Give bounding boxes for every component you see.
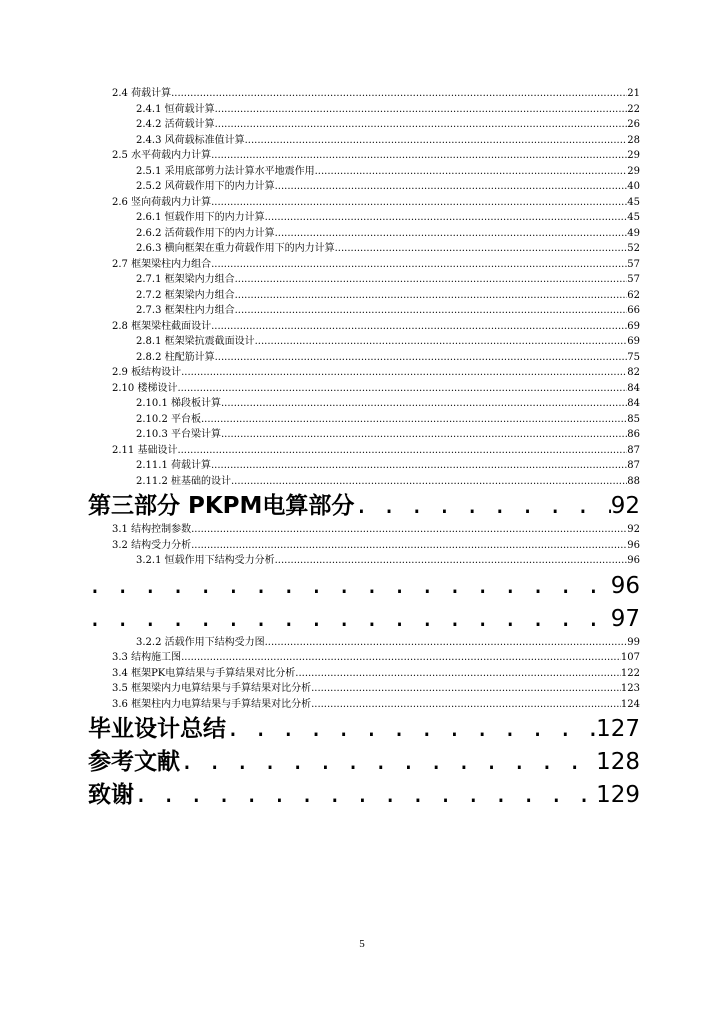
toc-entry[interactable] bbox=[88, 241, 640, 257]
toc-entry-page: 52 bbox=[627, 243, 640, 254]
toc-entry-title: 2.7.1 框架梁内力组合 bbox=[136, 274, 235, 285]
toc-entry-title: 2.10.3 平台梁计算 bbox=[136, 429, 221, 440]
toc-entry-title: 3.4 框架PK电算结果与手算结果对比分析 bbox=[112, 667, 296, 679]
toc-entry-title: 2.5 水平荷载内力计算 bbox=[112, 150, 212, 161]
toc-entry-title: 3.5 框架梁内力电算结果与手算结果对比分析 bbox=[112, 683, 312, 694]
toc-entry-page: 92 bbox=[627, 524, 640, 535]
toc-entry[interactable] bbox=[88, 148, 640, 164]
toc-entry[interactable] bbox=[88, 257, 640, 273]
toc-entry[interactable] bbox=[88, 102, 640, 118]
toc-entry-page: 96 bbox=[627, 555, 640, 566]
dot-leader bbox=[181, 365, 627, 381]
dot-leader bbox=[88, 571, 611, 602]
dot-leader bbox=[235, 303, 628, 319]
toc-entry-page: 75 bbox=[627, 351, 640, 363]
toc-entry[interactable] bbox=[88, 350, 640, 366]
toc-entry[interactable] bbox=[88, 666, 640, 682]
toc-entry-page: 92 bbox=[610, 493, 640, 519]
dot-leader bbox=[211, 458, 627, 474]
toc-entry[interactable] bbox=[88, 195, 640, 211]
dot-leader bbox=[191, 538, 627, 554]
dot-leader bbox=[265, 210, 628, 226]
dot-leader bbox=[311, 697, 621, 713]
toc-entry-page: 96 bbox=[627, 539, 640, 551]
toc-entry-title: 2.8.2 柱配筋计算 bbox=[136, 351, 215, 363]
toc-entry-page: 84 bbox=[627, 398, 640, 409]
toc-entry-title: 致谢 bbox=[88, 782, 134, 808]
dot-leader bbox=[315, 164, 628, 180]
dot-leader bbox=[211, 195, 627, 211]
toc-entry-page: 82 bbox=[627, 367, 640, 378]
toc-entry[interactable] bbox=[88, 164, 640, 180]
dot-leader bbox=[215, 117, 628, 133]
dot-leader bbox=[171, 86, 627, 102]
dot-leader bbox=[235, 272, 628, 288]
toc-entry-title: 2.4.3 风荷载标准值计算 bbox=[136, 134, 245, 146]
toc-entry[interactable] bbox=[88, 319, 640, 335]
toc-entry-page: 26 bbox=[627, 119, 640, 130]
toc-entry-title: 2.10 楼梯设计 bbox=[112, 382, 178, 394]
dot-leader bbox=[265, 635, 628, 651]
toc-entry[interactable] bbox=[88, 272, 640, 288]
dot-leader bbox=[235, 288, 628, 304]
dot-leader bbox=[211, 319, 627, 335]
toc-entry-title: 2.4.2 活荷载计算 bbox=[136, 119, 215, 130]
dot-leader bbox=[275, 553, 628, 569]
dot-leader bbox=[201, 412, 627, 428]
toc-entry[interactable] bbox=[88, 635, 640, 651]
toc-entry[interactable] bbox=[88, 427, 640, 443]
dot-leader bbox=[215, 350, 628, 366]
toc-entry-page: 85 bbox=[627, 413, 640, 425]
toc-entry-page: 69 bbox=[627, 320, 640, 332]
toc-entry[interactable] bbox=[88, 458, 640, 474]
toc-entry[interactable] bbox=[88, 381, 640, 397]
dot-leader bbox=[221, 427, 627, 443]
toc-entry-title: 2.7 框架梁柱内力组合 bbox=[112, 258, 212, 270]
toc-entry-page: 127 bbox=[596, 716, 640, 742]
toc-entry-title: 2.7.2 框架梁内力组合 bbox=[136, 289, 235, 301]
toc-entry[interactable] bbox=[88, 117, 640, 133]
table-of-contents bbox=[88, 86, 640, 811]
toc-entry-page: 129 bbox=[596, 782, 640, 808]
dot-leader bbox=[245, 133, 628, 149]
toc-entry-page: 45 bbox=[627, 212, 640, 223]
toc-entry[interactable] bbox=[88, 538, 640, 554]
toc-entry-page: 84 bbox=[627, 382, 640, 394]
toc-entry-page: 88 bbox=[627, 475, 640, 487]
toc-entry-title: 2.6.1 恒载作用下的内力计算 bbox=[136, 212, 265, 223]
toc-entry-title: 3.2.2 活载作用下结构受力图 bbox=[136, 636, 265, 648]
toc-entry[interactable] bbox=[88, 86, 640, 102]
toc-entry[interactable] bbox=[88, 491, 640, 522]
toc-entry-page: 49 bbox=[627, 227, 640, 239]
toc-entry-title: 2.8.1 框架梁抗震截面设计 bbox=[136, 336, 255, 347]
toc-entry[interactable] bbox=[88, 571, 640, 602]
toc-entry-page: 97 bbox=[610, 605, 640, 632]
toc-entry-page: 62 bbox=[627, 289, 640, 301]
page-number: 5 bbox=[359, 938, 365, 950]
dot-leader bbox=[275, 179, 628, 195]
toc-entry-page: 29 bbox=[627, 150, 640, 161]
toc-entry[interactable] bbox=[88, 604, 640, 635]
toc-entry-title: 3.2 结构受力分析 bbox=[112, 539, 192, 551]
dot-leader bbox=[231, 474, 627, 490]
toc-entry[interactable] bbox=[88, 681, 640, 697]
dot-leader bbox=[221, 396, 627, 412]
toc-entry[interactable] bbox=[88, 334, 640, 350]
toc-entry-page: 69 bbox=[627, 336, 640, 347]
dot-leader bbox=[275, 226, 628, 242]
toc-entry[interactable] bbox=[88, 443, 640, 459]
toc-entry-title: 2.10.2 平台板 bbox=[136, 413, 201, 425]
toc-entry-page: 96 bbox=[610, 572, 640, 599]
toc-entry[interactable] bbox=[88, 226, 640, 242]
dot-leader bbox=[215, 102, 628, 118]
toc-entry[interactable] bbox=[88, 650, 640, 666]
toc-entry[interactable] bbox=[88, 210, 640, 226]
toc-entry-title: 第三部分 PKPM电算部分 bbox=[88, 493, 355, 519]
dot-leader bbox=[354, 491, 610, 522]
toc-entry[interactable] bbox=[88, 365, 640, 381]
toc-entry-page: 87 bbox=[627, 460, 640, 471]
toc-entry-title: 2.7.3 框架柱内力组合 bbox=[136, 305, 235, 316]
toc-entry[interactable] bbox=[88, 303, 640, 319]
dot-leader bbox=[134, 780, 596, 811]
toc-entry-page: 99 bbox=[627, 636, 640, 648]
toc-entry-page: 86 bbox=[627, 429, 640, 440]
toc-entry-title: 3.2.1 恒载作用下结构受力分析 bbox=[136, 555, 275, 566]
dot-leader bbox=[180, 747, 596, 778]
toc-entry-title: 2.4 荷载计算 bbox=[112, 88, 172, 99]
toc-entry-title: 参考文献 bbox=[88, 749, 180, 775]
toc-entry-page: 124 bbox=[620, 698, 640, 710]
toc-entry-title: 2.11 基础设计 bbox=[112, 444, 178, 456]
toc-entry-title: 2.5.1 采用底部剪力法计算水平地震作用 bbox=[136, 165, 315, 177]
toc-entry-page: 57 bbox=[627, 258, 640, 270]
toc-entry[interactable] bbox=[88, 747, 640, 778]
toc-entry-title: 2.11.2 桩基础的设计 bbox=[136, 475, 231, 487]
toc-entry-title: 3.1 结构控制参数 bbox=[112, 524, 192, 535]
dot-leader bbox=[255, 334, 628, 350]
dot-leader bbox=[295, 666, 621, 682]
toc-entry[interactable] bbox=[88, 697, 640, 713]
dot-leader bbox=[226, 714, 596, 745]
toc-entry-title: 2.9 板结构设计 bbox=[112, 367, 182, 378]
toc-entry-page: 21 bbox=[627, 88, 640, 99]
toc-entry[interactable] bbox=[88, 714, 640, 745]
toc-entry-title: 2.6 竖向荷载内力计算 bbox=[112, 196, 212, 208]
dot-leader bbox=[211, 148, 627, 164]
toc-entry-title: 2.10.1 梯段板计算 bbox=[136, 398, 221, 409]
toc-entry-page: 123 bbox=[620, 683, 640, 694]
toc-entry-title: 2.11.1 荷载计算 bbox=[136, 460, 211, 471]
dot-leader bbox=[181, 650, 621, 666]
toc-entry-title: 2.4.1 恒荷载计算 bbox=[136, 103, 215, 115]
dot-leader bbox=[88, 604, 611, 635]
toc-entry-title: 3.6 框架柱内力电算结果与手算结果对比分析 bbox=[112, 698, 312, 710]
toc-entry[interactable] bbox=[88, 553, 640, 569]
toc-entry-page: 107 bbox=[620, 652, 640, 663]
toc-entry-page: 66 bbox=[627, 305, 640, 316]
toc-entry[interactable] bbox=[88, 780, 640, 811]
toc-entry-page: 28 bbox=[627, 134, 640, 146]
dot-leader bbox=[211, 257, 627, 273]
toc-entry[interactable] bbox=[88, 522, 640, 538]
dot-leader bbox=[311, 681, 621, 697]
toc-entry[interactable] bbox=[88, 133, 640, 149]
dot-leader bbox=[191, 522, 627, 538]
toc-entry-page: 87 bbox=[627, 444, 640, 456]
toc-entry-page: 45 bbox=[627, 196, 640, 208]
toc-entry[interactable] bbox=[88, 474, 640, 490]
toc-entry-title: 2.8 框架梁柱截面设计 bbox=[112, 320, 212, 332]
dot-leader bbox=[177, 381, 627, 397]
dot-leader bbox=[177, 443, 627, 459]
toc-entry-page: 128 bbox=[596, 749, 640, 775]
toc-entry-page: 22 bbox=[627, 103, 640, 115]
toc-entry-page: 29 bbox=[627, 165, 640, 177]
toc-entry-title: 2.6.3 横向框架在重力荷载作用下的内力计算 bbox=[136, 243, 335, 254]
toc-entry[interactable] bbox=[88, 412, 640, 428]
toc-entry-page: 57 bbox=[627, 274, 640, 285]
toc-entry-title: 2.6.2 活荷载作用下的内力计算 bbox=[136, 227, 275, 239]
toc-entry-title: 3.3 结构施工图 bbox=[112, 652, 182, 663]
dot-leader bbox=[335, 241, 628, 257]
toc-entry-page: 122 bbox=[620, 667, 640, 679]
toc-entry[interactable] bbox=[88, 179, 640, 195]
toc-entry-title: 2.5.2 风荷载作用下的内力计算 bbox=[136, 181, 275, 192]
toc-entry[interactable] bbox=[88, 288, 640, 304]
toc-entry[interactable] bbox=[88, 396, 640, 412]
toc-entry-title: 毕业设计总结 bbox=[88, 716, 226, 742]
toc-entry-page: 40 bbox=[627, 181, 640, 192]
